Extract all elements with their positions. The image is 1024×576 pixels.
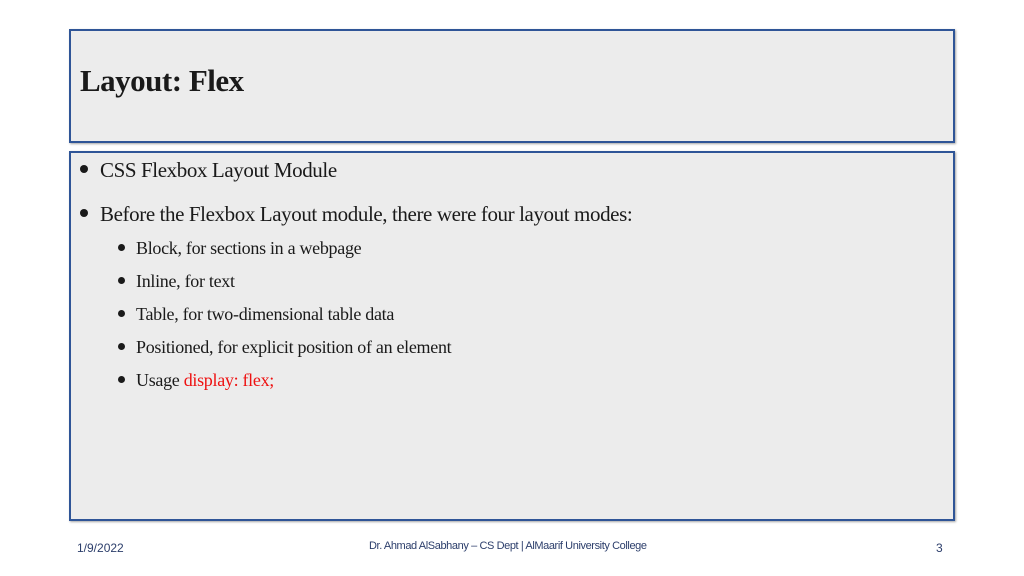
bullet-dot-icon: [118, 277, 125, 284]
sub-bullet-text: Usage: [136, 370, 184, 390]
bullet-item: [80, 202, 632, 227]
bullet-dot-icon: [118, 310, 125, 317]
sub-bullet-text: Positioned, for explicit position of an element: [136, 337, 452, 357]
sub-bullet-item: [118, 271, 235, 292]
sub-bullet-text: Block, for sections in a webpage: [136, 238, 362, 258]
sub-bullet-text: Inline, for text: [136, 271, 235, 291]
sub-bullet-item: [118, 238, 361, 259]
sub-bullet-item: [118, 304, 394, 325]
bullet-dot-icon: [118, 376, 125, 383]
slide-content-box: [69, 151, 955, 521]
bullet-dot-icon: [118, 343, 125, 350]
bullet-dot-icon: [80, 165, 88, 173]
bullet-item: [80, 158, 337, 183]
sub-bullet-item: [118, 337, 451, 358]
bullet-text: Before the Flexbox Layout module, there were four layout modes:: [100, 202, 633, 226]
slide-title: Layout: Flex: [80, 63, 244, 98]
footer-date: 1/9/2022: [77, 541, 124, 555]
footer-author: Dr. Ahmad AlSabhany – CS Dept | AlMaarif University College: [369, 540, 647, 552]
sub-bullet-text: Table, for two-dimensional table data: [136, 304, 395, 324]
bullet-text: CSS Flexbox Layout Module: [100, 158, 337, 182]
bullet-dot-icon: [118, 244, 125, 251]
slide-title-box: [69, 29, 955, 143]
bullet-dot-icon: [80, 209, 88, 217]
footer-page-number: 3: [936, 541, 943, 555]
code-snippet: display: flex;: [183, 370, 274, 390]
sub-bullet-item: [118, 370, 274, 391]
